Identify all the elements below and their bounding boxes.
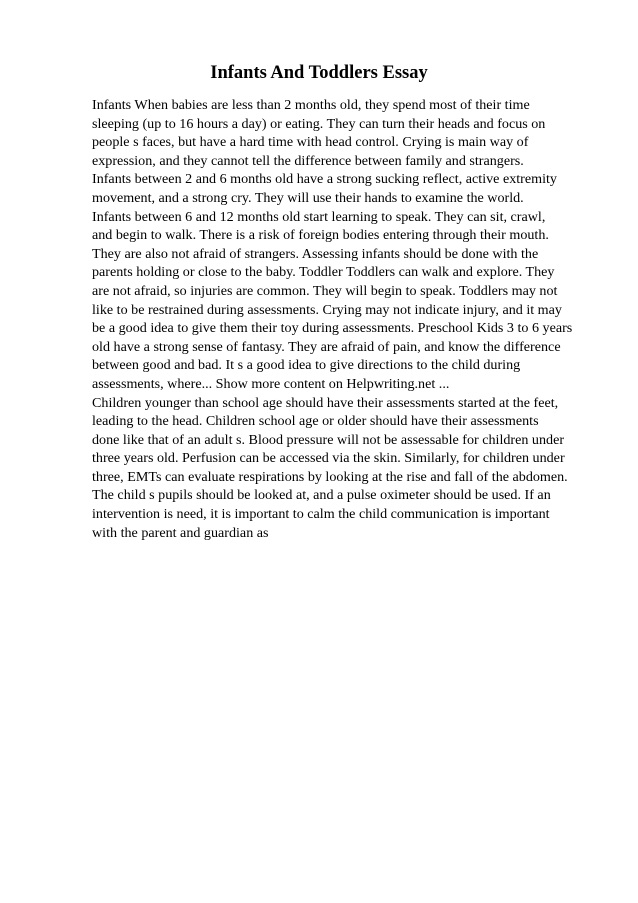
body-line: between good and bad. It s a good idea to give directions to the child during (92, 357, 521, 374)
body-line: with the parent and guardian as (92, 524, 269, 541)
body-line: intervention is need, it is important to calm the child communication is important (92, 506, 550, 523)
document-body (92, 96, 592, 542)
body-line: and begin to walk. There is a risk of foreign bodies entering through their mouth. (92, 227, 549, 244)
body-line: assessments, where... Show more content on Helpwriting.net ... (92, 375, 450, 392)
body-line: people s faces, but have a hard time with head control. Crying is main way of (92, 134, 529, 151)
document-title: Infants And Toddlers Essay (210, 63, 428, 83)
body-line: sleeping (up to 16 hours a day) or eating. They can turn their heads and focus on (92, 115, 546, 132)
body-line: parents holding or close to the baby. Toddler Toddlers can walk and explore. They (92, 264, 555, 281)
body-line: be a good idea to give them their toy during assessments. Preschool Kids 3 to 6 years (92, 320, 573, 337)
body-line: Infants between 2 and 6 months old have a strong sucking reflect, active extremity (92, 171, 557, 188)
body-line: movement, and a strong cry. They will use their hands to examine the world. (92, 189, 524, 206)
body-line: like to be restrained during assessments. Crying may not indicate injury, and it may (92, 301, 562, 318)
body-line: are not afraid, so injuries are common. They will begin to speak. Toddlers may not (92, 282, 558, 299)
body-line: old have a strong sense of fantasy. They are afraid of pain, and know the difference (92, 338, 561, 355)
body-line: three, EMTs can evaluate respirations by looking at the rise and fall of the abdomen. (92, 468, 568, 485)
body-line: done like that of an adult s. Blood pressure will not be assessable for children under (92, 431, 565, 448)
body-line: expression, and they cannot tell the difference between family and strangers. (92, 152, 524, 169)
body-line: Children younger than school age should have their assessments started at the feet, (92, 394, 559, 411)
body-line: three years old. Perfusion can be accessed via the skin. Similarly, for children under (92, 450, 565, 467)
body-line: leading to the head. Children school age or older should have their assessments (92, 413, 539, 430)
body-line: Infants between 6 and 12 months old start learning to speak. They can sit, crawl, (92, 208, 546, 225)
body-line: Infants When babies are less than 2 months old, they spend most of their time (92, 97, 530, 113)
body-line: They are also not afraid of strangers. Assessing infants should be done with the (92, 245, 539, 262)
body-line: The child s pupils should be looked at, and a pulse oximeter should be used. If an (92, 487, 551, 504)
